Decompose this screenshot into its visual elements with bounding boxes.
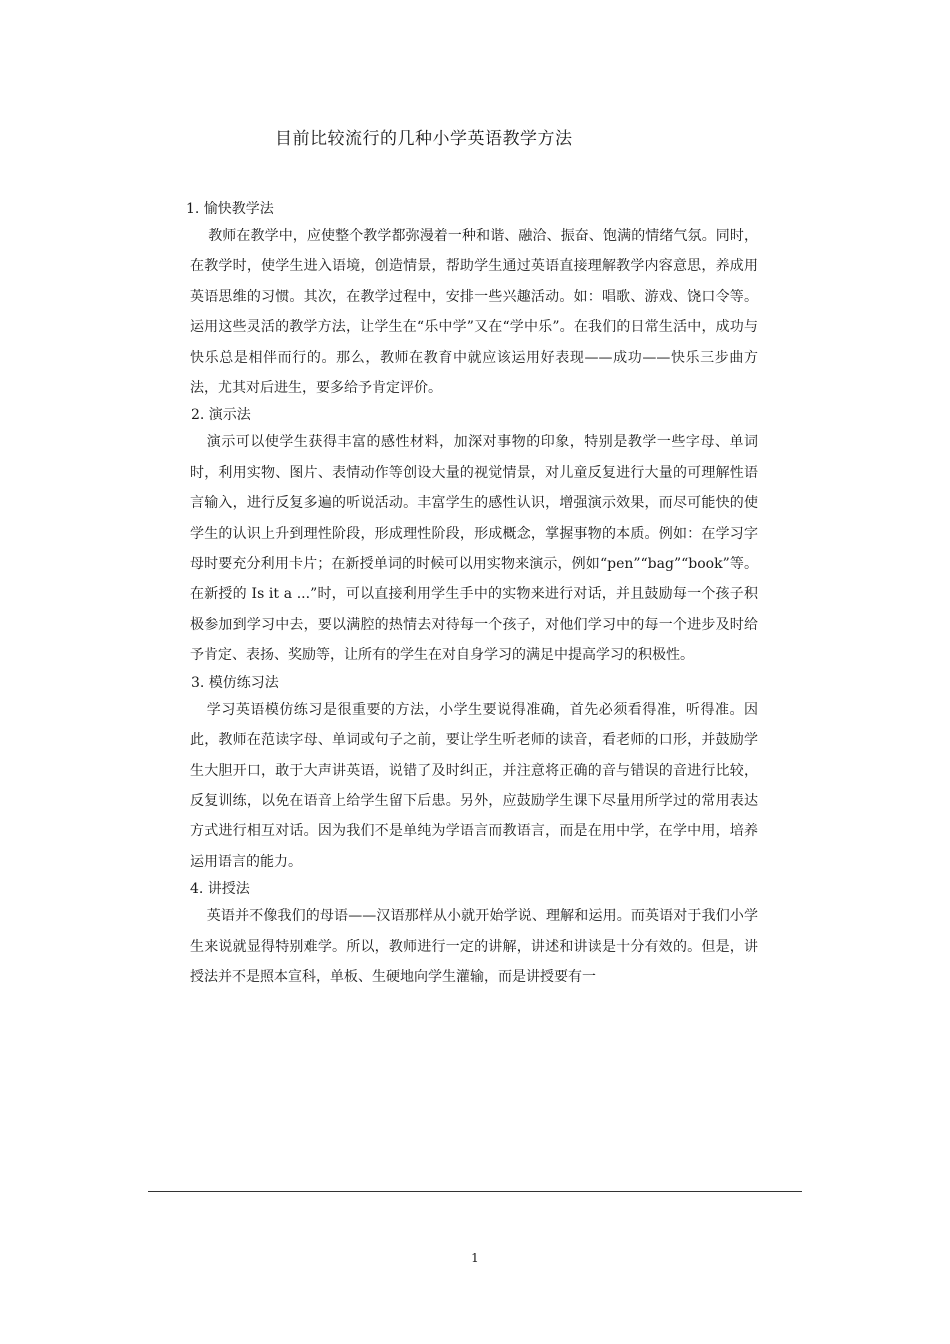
footer-divider	[148, 1191, 802, 1192]
section-imitation-practice	[190, 671, 758, 877]
section-pleasant-teaching	[186, 197, 758, 403]
page-number: 1	[471, 1251, 479, 1265]
section-heading: 3. 模仿练习法	[191, 674, 279, 691]
section-paragraph: 教师在教学中，应使整个教学都弥漫着一种和谐、融洽、振奋、饱满的情绪气氛。同时，在教学时，使学生进入语境，创造情景，帮助学生通过英语直接理解教学内容意思，养成用英语思维的习惯。其次，在教学过程中，安排一些兴趣活动。如：唱歌、游戏、饶口令等。运用这些灵活的教学方法，让学生在“乐中学”又在“学中乐”。在我们的日常生活中，成功与快乐总是相伴而行的。那么，教师在教育中就应该运用好表现——成功——快乐三步曲方法，尤其对后进生，要多给予肯定评价。	[190, 228, 758, 397]
section-heading: 2. 演示法	[191, 407, 251, 424]
document-title: 目前比较流行的几种小学英语教学方法	[275, 129, 573, 149]
section-heading: 4. 讲授法	[190, 881, 250, 898]
section-paragraph: 英语并不像我们的母语——汉语那样从小就开始学说、理解和运用。而英语对于我们小学生来说就显得特别难学。所以，教师进行一定的讲解，讲述和讲读是十分有效的。但是，讲授法并不是照本宣科，单板、生硬地向学生灌输，而是讲授要有一	[190, 908, 758, 985]
section-paragraph: 学习英语模仿练习是很重要的方法，小学生要说得准确，首先必须看得准，听得准。因此，教师在范读字母、单词或句子之前，要让学生听老师的读音，看老师的口形，并鼓励学生大胆开口，敢于大声讲英语，说错了及时纠正，并注意将正确的音与错误的音进行比较，反复训练，以免在语音上给学生留下后患。另外，应鼓励学生课下尽量用所学过的常用表达方式进行相互对话。因为我们不是单纯为学语言而教语言，而是在用中学，在学中用，培养运用语言的能力。	[190, 701, 758, 870]
section-lecture	[190, 877, 758, 992]
document-body	[186, 197, 758, 992]
section-demonstration	[190, 403, 758, 670]
section-heading: 1. 愉快教学法	[186, 201, 274, 217]
section-paragraph: 演示可以使学生获得丰富的感性材料，加深对事物的印象，特别是教学一些字母、单词时，利用实物、图片、表情动作等创设大量的视觉情景，对儿童反复进行大量的可理解性语言输入，进行反复多遍的听说活动。丰富学生的感性认识，增强演示效果，而尽可能快的使学生的认识上升到理性阶段，形成理性阶段，形成概念，掌握事物的本质。例如：在学习字母时要充分利用卡片；在新授单词的时候可以用实物来演示，例如“pen”“bag”“book”等。在新授的 Is it a ...”时，可以直接利用学生手中的实物来进行对话，并且鼓励每一个孩子积极参加到学习中去，要以满腔的热情去对待每一个孩子，对他们学习中的每一个进步及时给予肯定、表扬、奖励等，让所有的学生在对自身学习的满足中提高学习的积极性。	[190, 434, 758, 664]
